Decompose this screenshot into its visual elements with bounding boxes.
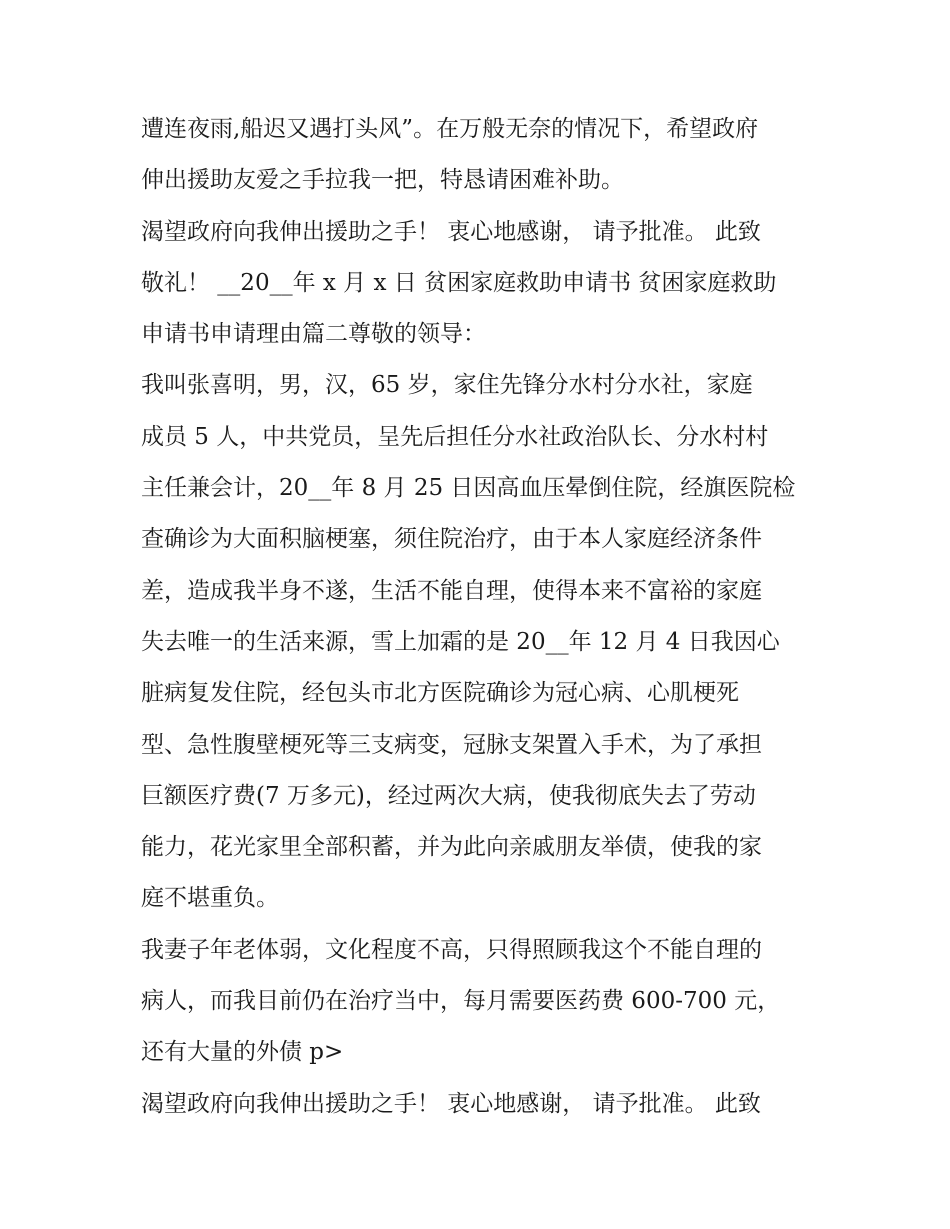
text-line: 我妻子年老体弱，文化程度不高，只得照顾我这个不能自理的 (141, 936, 762, 963)
text-line: 渴望政府向我伸出援助之手！ 衷心地感谢， 请予批准。 此致 (141, 1090, 761, 1117)
text-line: 失去唯一的生活来源，雪上加霜的是 20__年 12 月 4 日我因心 (141, 628, 780, 655)
text-line: 查确诊为大面积脑梗塞，须住院治疗，由于本人家庭经济条件 (141, 526, 762, 553)
text-line: 病人，而我目前仍在治疗当中，每月需要医药费 600-700 元， (141, 988, 781, 1015)
text-line: 敬礼！ __20__年 x 月 x 日 贫困家庭救助申请书 贫困家庭救助 (141, 269, 777, 296)
text-line: 型、急性腹壁梗死等三支病变，冠脉支架置入手术，为了承担 (141, 731, 762, 758)
text-line: 脏病复发住院，经包头市北方医院确诊为冠心病、心肌梗死 (141, 680, 739, 707)
text-line: 巨额医疗费(7 万多元)，经过两次大病，使我彻底失去了劳动 (141, 782, 756, 809)
text-line: 成员 5 人，中共党员，呈先后担任分水社政治队长、分水村村 (141, 423, 769, 450)
body-text (141, 104, 821, 1130)
text-line: 申请书申请理由篇二尊敬的领导： (141, 321, 486, 348)
text-line: 伸出援助友爱之手拉我一把，特恳请困难补助。 (141, 167, 624, 194)
text-line: 主任兼会计，20__年 8 月 25 日因高血压晕倒住院，经旗医院检 (141, 475, 796, 502)
text-line: 差，造成我半身不遂，生活不能自理，使得本来不富裕的家庭 (141, 577, 762, 604)
text-line: 遭连夜雨,船迟又遇打头风”。在万般无奈的情况下，希望政府 (141, 116, 759, 142)
text-line: 渴望政府向我伸出援助之手！ 衷心地感谢， 请予批准。 此致 (141, 218, 761, 245)
text-line: 庭不堪重负。 (141, 885, 279, 912)
text-line: 我叫张喜明，男，汉，65 岁，家住先锋分水村分水社，家庭 (141, 372, 753, 399)
text-line: 还有大量的外债 p> (141, 1039, 344, 1066)
text-line: 能力，花光家里全部积蓄，并为此向亲戚朋友举债，使我的家 (141, 834, 762, 861)
